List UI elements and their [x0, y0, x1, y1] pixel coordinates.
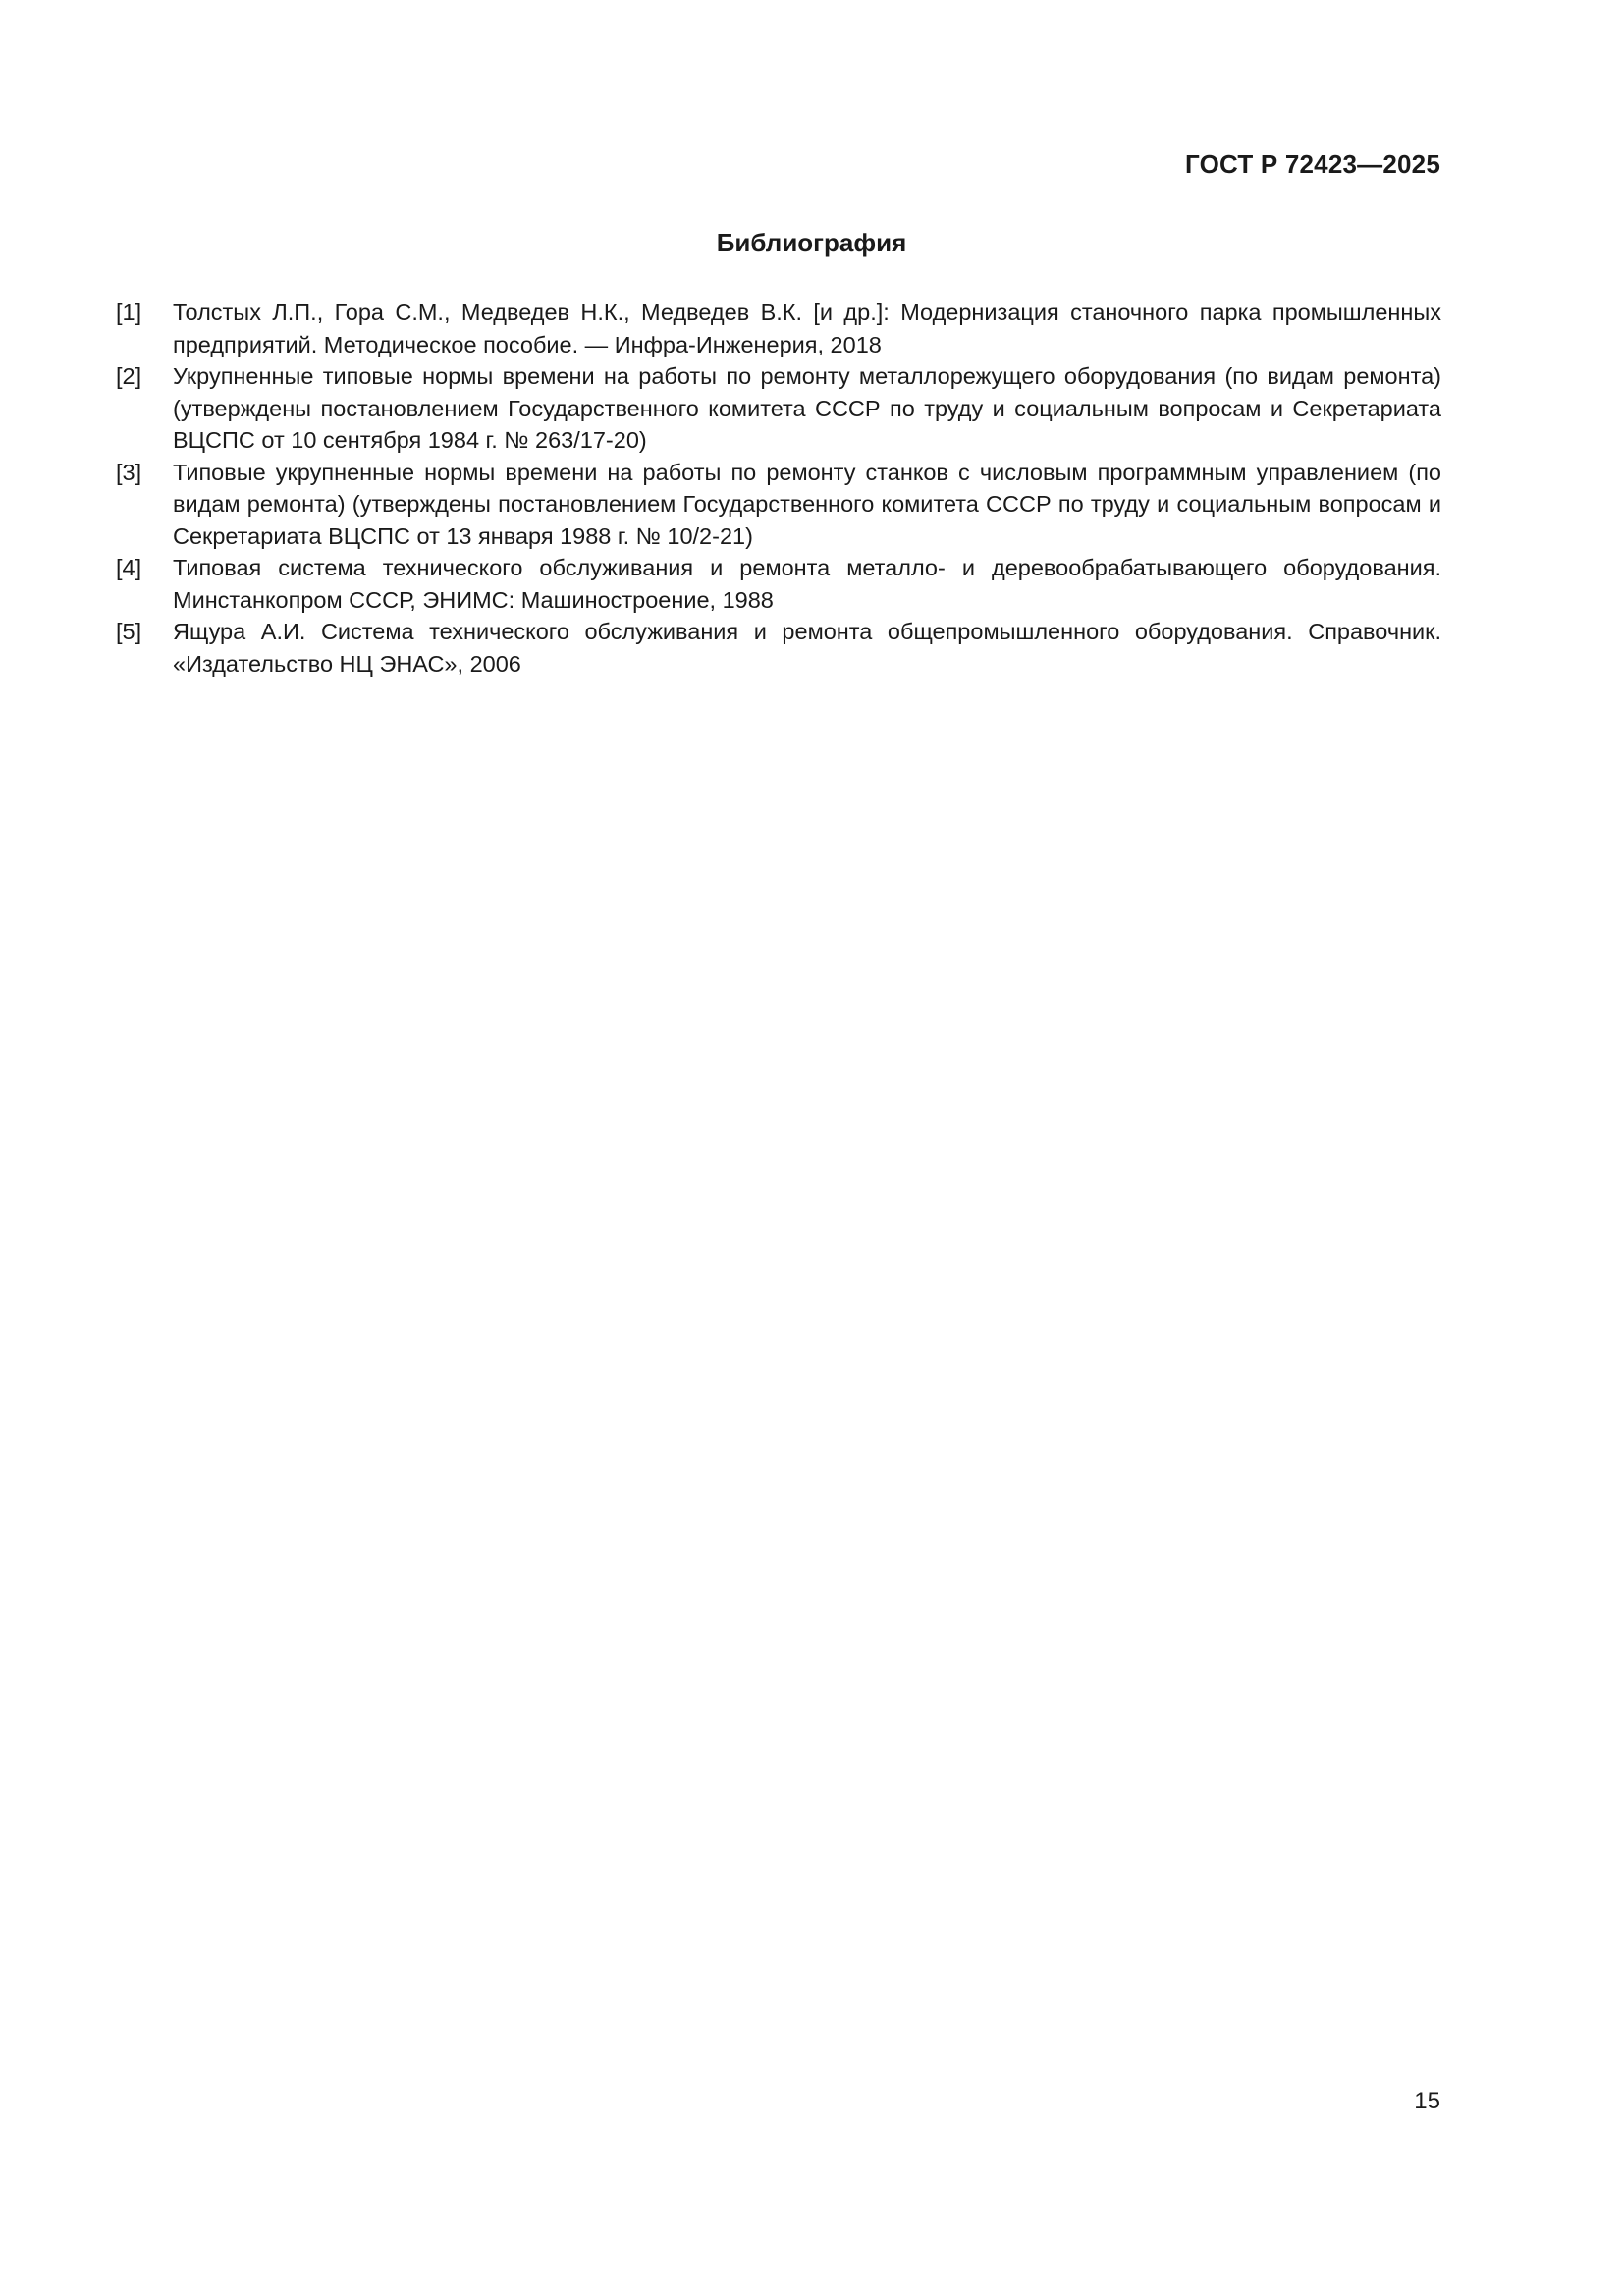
bibliography-item-number: [3]	[116, 459, 142, 485]
bibliography-item-number: [1]	[116, 300, 142, 325]
bibliography-item-text: Ящура А.И. Система технического обслуживания и ремонта общепромышленного оборудования. Справочник. «Издательство НЦ ЭНАС», 2006	[173, 619, 1441, 677]
bibliography-item-number: [4]	[116, 555, 142, 580]
bibliography-item	[116, 552, 1441, 616]
bibliography-item-number: [5]	[116, 619, 142, 644]
page-number: 15	[1414, 2088, 1440, 2114]
bibliography-item-number: [2]	[116, 363, 142, 389]
bibliography-item	[116, 360, 1441, 457]
bibliography-list	[116, 297, 1441, 680]
bibliography-item	[116, 297, 1441, 360]
bibliography-item	[116, 616, 1441, 680]
bibliography-item-text: Укрупненные типовые нормы времени на работы по ремонту металлорежущего оборудования (по видам ремонта) (утверждены постановлением Государственного комитета СССР по труду и социальным вопросам и Секретариата ВЦСПС от 10 сентября 1984 г. № 263/17-20)	[173, 363, 1441, 453]
bibliography-item	[116, 457, 1441, 553]
section-title: Библиография	[716, 228, 907, 257]
bibliography-item-text: Типовые укрупненные нормы времени на работы по ремонту станков с числовым программным управлением (по видам ремонта) (утверждены постановлением Государственного комитета СССР по труду и социальным вопросам и Секретариата ВЦСПС от 13 января 1988 г. № 10/2-21)	[173, 459, 1441, 549]
bibliography-item-text: Типовая система технического обслуживания и ремонта металло- и деревообрабатывающего оборудования. Минстанкопром СССР, ЭНИМС: Машиностроение, 1988	[173, 555, 1441, 613]
standard-code: ГОСТ Р 72423—2025	[1185, 149, 1440, 179]
bibliography-item-text: Толстых Л.П., Гора С.М., Медведев Н.К., Медведев В.К. [и др.]: Модернизация станочного парка промышленных предприятий. Методическое пособие. — Инфра-Инженерия, 2018	[173, 300, 1441, 357]
